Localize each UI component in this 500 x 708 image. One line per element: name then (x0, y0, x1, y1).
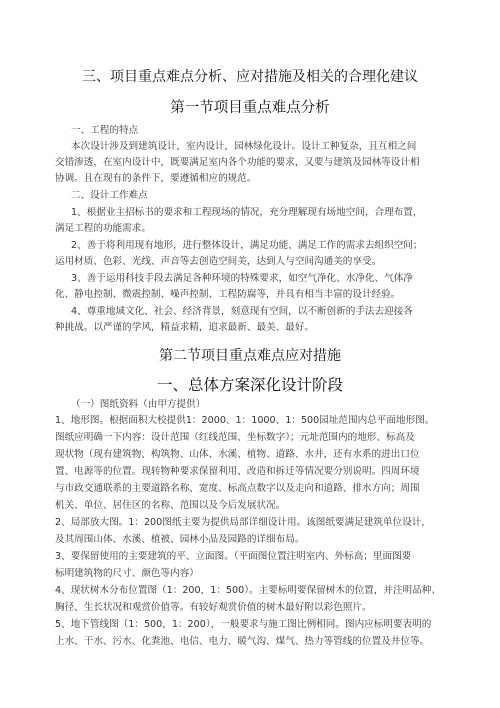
s2-line: 及其周围山体、水溪、植被、园林小品及园路的详细布局。 (55, 534, 305, 545)
s1-item-line: 3、善于运用科技手段去满足各种环境的特殊要求，如空气净化、水净化、气体净 (71, 273, 413, 284)
s1-heading-2: 二、设计工作难点 (71, 190, 148, 201)
s2-line: 标明建筑物的尺寸、颜色等内容） (55, 568, 199, 579)
s1-para-line: 协调。且在现有的条件下，要遵循相应的规范。 (55, 173, 257, 184)
s2-line: 2、局部放大图。1：200图纸主要为提供局部详细设计用。该图纸要满足建筑单位设计， (55, 517, 431, 528)
s1-item-line: 1、根据业主招标书的要求和工程现场的情况，充分理解现有场地空间，合理布置， (71, 207, 423, 218)
section2-subtitle: 一、总体方案深化设计阶段 (156, 376, 343, 394)
s1-item-line: 2、善于将利用现有地形，进行整体设计，满足功能、满足工作的需求去组织空间； (71, 240, 423, 251)
s1-heading-1: 一、工程的特点 (71, 125, 139, 136)
s2-line: 4、现状树木分布位置图（1：200，1：500）。主要标明要保留树木的位置，并注明品种、 (55, 585, 441, 596)
s2-line: 置、电源等的位置。现转物种要求保留利用、改造和拆迁等情况要分别说明。四周环境 (55, 466, 420, 477)
s2-line: 上水、干水、污水、化粪池、电信、电力、暖气沟、煤气、热力等管线的位置及井位等。 (55, 636, 430, 647)
s2-line: 3、要保留使用的主要建筑的平、立面图。（平面图位置注明室内、外标高；里面图要 (55, 551, 412, 562)
s1-para-line: 交错渗透，在室内设计中，既要满足室内各个功能的要求，又要与建筑及园林等设计相 (55, 157, 420, 168)
s2-line: 机关、单位、居住区的名称、范围以及今后发展状况。 (55, 500, 286, 511)
s2-line: 与市政交通联系的主要道路名称、宽度、标高点数字以及走向和道路、排水方向；周围 (55, 483, 420, 494)
s1-item-line: 4、尊重地域文化、社会、经济背景，刻意现有空间，以不断创新的手法去迎接各 (71, 306, 413, 317)
s2-line: 图纸应明确一下内容：设计范围（红线范围、坐标数字）；元址范围内的地形、标高及 (55, 432, 415, 443)
s1-item-line: 种挑战。以严谨的学风，精益求精，追求最新、最美、最好。 (55, 322, 315, 333)
s2-line: 5、地下管线图（1：500，1：200），一般要求与施工图比例相同。图内应标明要表明的 (55, 619, 432, 630)
s2-line: 1、地形图。根据面积大校提供1：2000、1：1000、1：500园址范围内总平面地形图。 (55, 415, 435, 426)
section2-title: 第二节项目重点难点应对措施 (159, 348, 341, 364)
section1-title: 第一节项目重点难点分析 (170, 100, 330, 116)
s2-line: 胸径、生长状况和观赏价值等。有较好观赏价值的树木最好附以彩色照片。 (55, 602, 372, 613)
s1-item-line: 化、静电控制、微震控制、噪声控制、工程防腐等，并具有相当丰富的设计经验。 (55, 289, 401, 300)
main-title: 三、项目重点难点分析、应对措施及相关的合理化建议 (82, 69, 418, 85)
s1-item-line: 运用材质、色彩、光线、声音等去创造空间美，达到人与空间沟通美的享受。 (55, 256, 382, 267)
s1-para-line: 本次设计涉及到建筑设计，室内设计，园林绿化设计。设计工种复杂，且互相之间 (71, 141, 417, 152)
s1-item-line: 满足工程的功能需求。 (55, 223, 151, 234)
s2-heading-1: （一）图纸资料（由甲方提供） (71, 399, 206, 410)
s2-line: 现状物（现有建筑物、构筑物、山体、水溪、植物、道路、水井，还有水系的进出口位 (55, 449, 420, 460)
